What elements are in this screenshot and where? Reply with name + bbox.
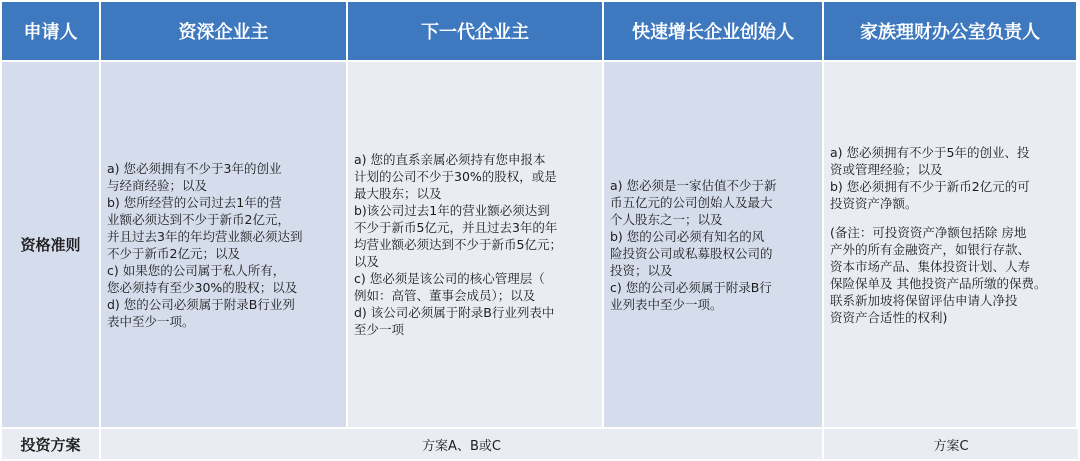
criteria-line: d) 您的公司必须属于附录B行业列	[107, 296, 295, 312]
criteria-line: 最大股东；以及	[354, 186, 442, 201]
criteria-line: (备注：可投资资产净额包括除 房地	[830, 225, 1027, 240]
criteria-line: 至少一项	[354, 322, 405, 337]
criteria-line: a) 您必须拥有不少于3年的创业	[107, 160, 282, 176]
criteria-label: 资格准则	[2, 60, 101, 427]
criteria-line: 您必须持有至少30%的股权；以及	[107, 279, 298, 295]
criteria-line: 表中至少一项。	[107, 313, 195, 329]
header-applicant: 申请人	[2, 2, 101, 60]
criteria-line: b)该公司过去1年的营业额必须达到	[354, 203, 550, 218]
criteria-line: b) 您必须拥有不少于新币2亿元的可	[830, 179, 1030, 194]
criteria-line: b) 您的公司必须有知名的风	[610, 228, 765, 244]
criteria-line: 币五亿元的公司创始人及最大	[610, 194, 773, 210]
investment-plan-abc: 方案A、B或C	[101, 427, 824, 459]
criteria-line: a) 您的直系亲属必须持有您申报本	[354, 152, 546, 167]
criteria-line: 个人股东之一；以及	[610, 211, 723, 227]
criteria-line: 投资资产净额。	[830, 196, 918, 211]
header-family-office-head: 家族理财办公室负责人	[824, 2, 1078, 60]
criteria-line: 保险保单及 其他投资产品所缴的保费。	[830, 276, 1047, 291]
criteria-line: 例如：高管、董事会成员）；以及	[354, 288, 536, 303]
criteria-line: a) 您必须是一家估值不少于新	[610, 177, 777, 193]
criteria-senior-owner-lines	[107, 160, 302, 330]
criteria-next-gen-owner	[348, 60, 604, 427]
criteria-line: a) 您必须拥有不少于5年的创业、投	[830, 145, 1030, 160]
criteria-line: 与经商经验；以及	[107, 177, 208, 193]
criteria-next-gen-owner-lines	[354, 151, 562, 338]
header-senior-owner: 资深企业主	[101, 2, 348, 60]
criteria-line: d) 该公司必须属于附录B行业列表中	[354, 305, 555, 320]
criteria-line: 以及	[354, 254, 380, 269]
investment-label: 投资方案	[2, 427, 101, 459]
criteria-line: 业列表中至少一项。	[610, 296, 723, 312]
criteria-line: b) 您所经营的公司过去1年的营	[107, 194, 282, 210]
criteria-line: 并且过去3年的年均营业额必须达到	[107, 228, 303, 244]
criteria-line: 联系新加坡将保留评估申请人净投	[830, 293, 1018, 308]
criteria-line: 计划的公司不少于30%的股权，或是	[354, 169, 557, 184]
criteria-line: 投资；以及	[610, 262, 673, 278]
criteria-family-office-lines	[830, 144, 1046, 326]
family-office-note	[830, 224, 1046, 326]
criteria-line: 业额必须达到不少于新币2亿元，	[107, 211, 290, 227]
criteria-line: c) 您必须是该公司的核心管理层（	[354, 271, 545, 286]
criteria-family-office-head	[824, 60, 1078, 427]
note-gap	[830, 212, 1046, 224]
criteria-line: 资资产合适性的权利)	[830, 310, 948, 325]
criteria-line: 均营业额必须达到不少于新币5亿元；	[354, 237, 562, 252]
header-fast-growth-founder: 快速增长企业创始人	[604, 2, 824, 60]
eligibility-table	[2, 2, 1078, 459]
criteria-line: 产外的所有金融资产，如银行存款、	[830, 242, 1031, 257]
criteria-fast-growth-founder	[604, 60, 824, 427]
criteria-line: 不少于新币5亿元，并且过去3年的年	[354, 220, 558, 235]
criteria-fast-growth-founder-lines	[610, 177, 777, 313]
criteria-line: c) 您的公司必须属于附录B行	[610, 279, 772, 295]
criteria-line: c) 如果您的公司属于私人所有，	[107, 262, 286, 278]
family-office-requirements	[830, 144, 1046, 212]
criteria-line: 险投资公司或私募股权公司的	[610, 245, 773, 261]
investment-plan-c: 方案C	[824, 427, 1078, 459]
criteria-line: 资本市场产品、集体投资计划、人寿	[830, 259, 1031, 274]
criteria-senior-owner	[101, 60, 348, 427]
header-next-gen-owner: 下一代企业主	[348, 2, 604, 60]
criteria-line: 不少于新币2亿元；以及	[107, 245, 240, 261]
criteria-line: 资或管理经验；以及	[830, 162, 943, 177]
